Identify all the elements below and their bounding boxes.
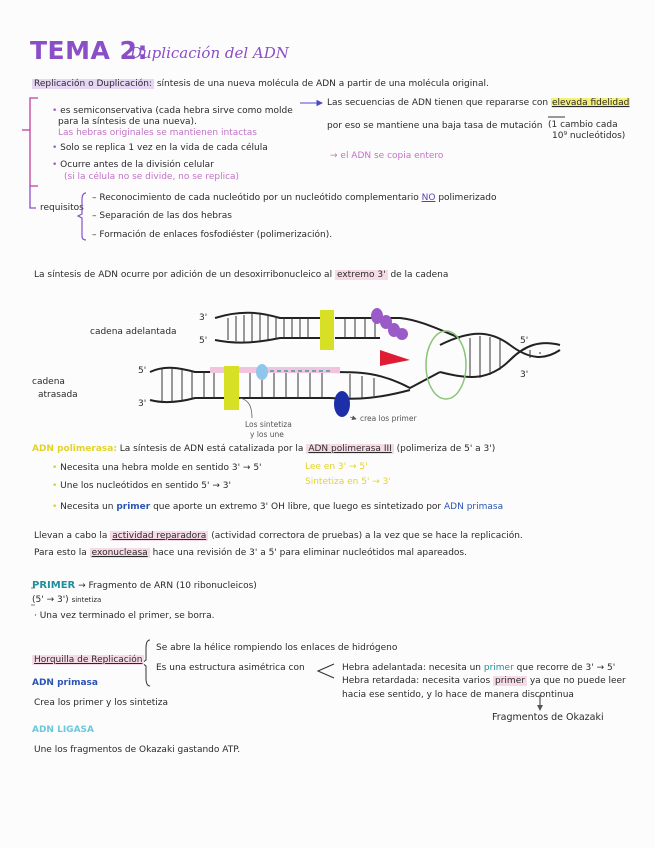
pol-reads: Lee en 3' → 5' [305,462,368,472]
ligasa-text: Une los fragmentos de Okazaki gastando ATP. [34,745,241,755]
end-3c: 3' [520,370,529,380]
mutation-rate-1: (1 cambio cada [548,120,618,130]
fidelity-text: Las secuencias de ADN tienen que repararse con elevada fidelidad [327,98,630,108]
exonuclease: Para esto la exonucleasa hace una revisión de 3' a 5' para eliminar nucleótidos mal apareados. [34,548,467,558]
label-atrasada-2: atrasada [38,390,78,400]
primase-blob [334,391,350,417]
polimerasa-line: ADN polimerasa: La síntesis de ADN está catalizada por la ADN polimerasa III (polimeriza de 5' a 3') [32,444,496,454]
mutation-rate-2: 10⁹ nucleótidos) [552,131,626,141]
label-atrasada-1: cadena [32,377,65,387]
okazaki-fragments: Fragmentos de Okazaki [492,712,604,723]
mutation-text: por eso se mantiene una baja tasa de mutación [327,121,543,131]
horquilla-l1: Se abre la hélice rompiendo los enlaces de hidrógeno [156,643,398,653]
req-recognition: – Reconocimiento de cada nucleótido por un nucleótido complementario NO polimerizado [92,193,497,203]
leading-strand: Hebra adelantada: necesita un primer que recorre de 3' → 5' [342,663,616,673]
callout-ligase-1: Los sintetiza [245,420,292,429]
ligasa-label: ADN LIGASA [32,725,94,735]
requisitos-brace [78,193,86,240]
primer-blob [256,364,268,380]
callout-ligase-2: y los une [250,430,284,439]
end-3a: 3' [199,313,208,323]
end-3b: 3' [138,399,147,409]
pol-needs-template: • Necesita una hebra molde en sentido 3' → 5' [52,463,262,473]
feature-semiconservative-2: para la síntesis de una nueva). [58,117,197,127]
callout-primase: crea los primer [360,414,417,423]
feature-intact: Las hebras originales se mantienen intactas [58,128,257,138]
requisitos-label: requisitos [40,203,84,213]
repair-activity: Llevan a cabo la actividad reparadora (actividad correctora de pruebas) a la vez que se hace la replicación. [34,531,523,541]
definition-text: síntesis de una nueva molécula de ADN a partir de una molécula original. [156,79,489,89]
topoisomerase [380,350,410,366]
primasa-label: ADN primasa [32,678,98,688]
features-bracket [30,98,38,186]
ligase-upper [320,310,334,350]
pol-needs-primer: • Necesita un primer que aporte un extremo 3' OH libre, que luego es sintetizado por ADN primasa [52,502,504,512]
feature-no-division: (si la célula no se divide, no se replica) [64,172,240,182]
primasa-text: Crea los primer y los sintetiza [34,698,169,708]
pol-synthesizes: Sintetiza en 5' → 3' [305,477,391,487]
copy-entire: → el ADN se copia entero [330,151,444,161]
primer-direction: (5' → 3') sintetiza [32,595,102,605]
page-title: TEMA 2: [30,36,148,65]
ligase-lower [224,366,239,410]
end-5b: 5' [138,366,147,376]
page-subtitle: Duplicación del ADN [130,44,289,62]
primer-erased: · Una vez terminado el primer, se borra. [34,611,215,621]
lagging-strand: Hebra retardada: necesita varios primer ya que no puede leer [342,676,626,686]
end-5c: 5' [520,336,529,346]
req-bonds: – Formación de enlaces fosfodiéster (polimerización). [92,230,333,240]
helicase [371,308,408,340]
lagging-strand-2: hacia ese sentido, y lo hace de manera discontinua [342,690,574,700]
primer-def: PRIMER → Fragmento de ARN (10 ribonucleicos) [32,580,257,591]
req-separation: – Separación de las dos hebras [92,211,232,221]
label-adelantada: cadena adelantada [90,327,177,337]
pol-joins: • Une los nucleótidos en sentido 5' → 3' [52,481,231,491]
feature-once: • Solo se replica 1 vez en la vida de cada célula [52,143,268,153]
horquilla-label: Horquilla de Replicación [34,655,143,665]
horquilla-l2: Es una estructura asimétrica con [156,663,305,673]
synthesis-sentence: La síntesis de ADN ocurre por adición de un desoxirribonucleico al extremo 3' de la cadena [34,270,449,280]
feature-semiconservative: • es semiconservativa (cada hebra sirve como molde [52,106,293,116]
definition-term: Replicación o Duplicación: [34,79,152,89]
asym-brace [318,664,334,678]
feature-before-division: • Ocurre antes de la división celular [52,160,214,170]
end-5a: 5' [199,336,208,346]
